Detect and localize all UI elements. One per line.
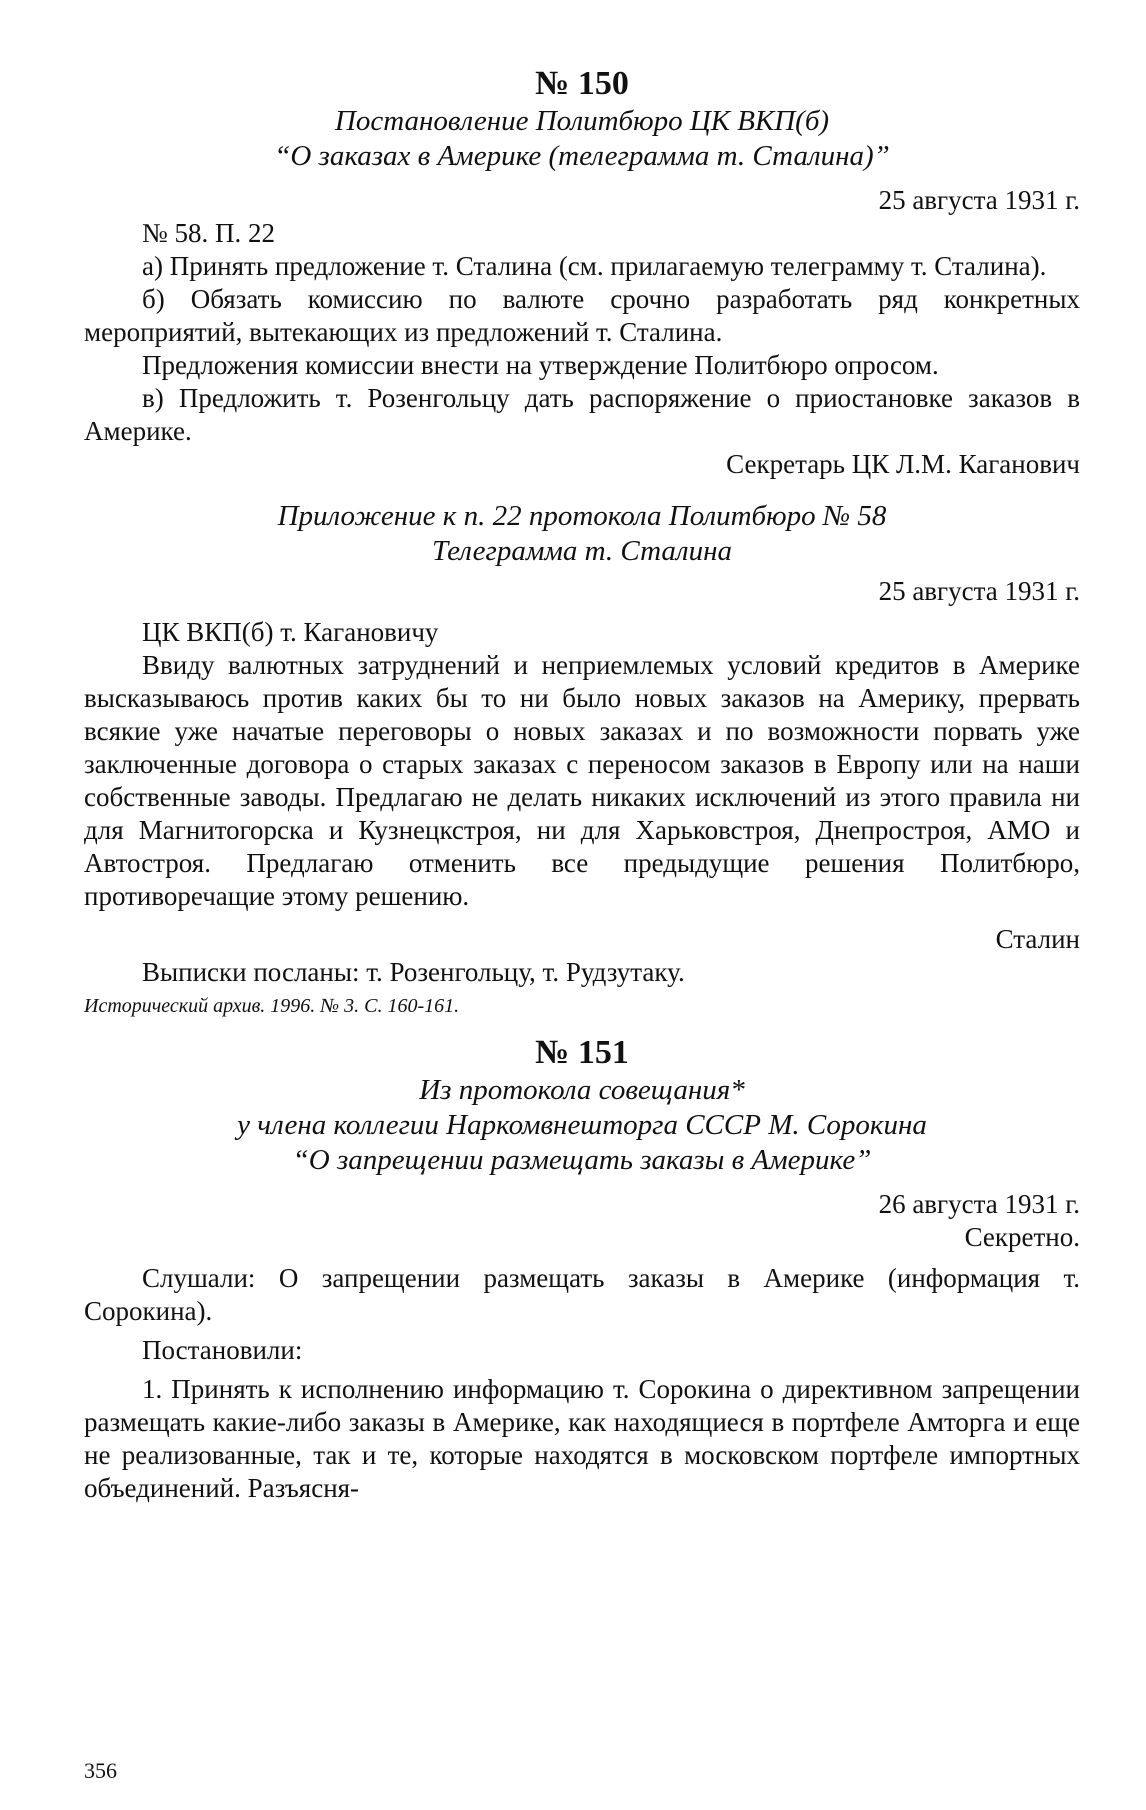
doc-151-title-line-3: “О запрещении размещать заказы в Америке”	[292, 1144, 872, 1176]
doc-150-title-line-2: “О заказах в Америке (телеграмма т. Сталина)”	[274, 140, 890, 172]
doc-151-secret-stamp: Секретно.	[964, 1222, 1080, 1252]
appendix-date: 25 августа 1931 г.	[878, 576, 1080, 606]
document-page	[84, 64, 1080, 1505]
source-citation: Исторический архив. 1996. № 3. С. 160-161.	[84, 995, 460, 1017]
doc-151-title-line-1: Из протокола совещания*	[419, 1074, 745, 1106]
doc-151-heard: Слушали: О запрещении размещать заказы в Америке (информация т. Сорокина).	[84, 1263, 1080, 1326]
doc-150-item-c: в) Предложить т. Розенгольцу дать распоряжение о приостановке заказов в Америке.	[84, 383, 1080, 446]
extracts-sent: Выписки посланы: т. Розенгольцу, т. Рудзутаку.	[142, 957, 685, 987]
appendix-addressee: ЦК ВКП(б) т. Кагановичу	[142, 617, 439, 647]
doc-150-date: 25 августа 1931 г.	[878, 185, 1080, 215]
appendix-title-line-2: Телеграмма т. Сталина	[432, 535, 732, 567]
telegram-body: Ввиду валютных затруднений и неприемлемых условий кредитов в Америке высказываюсь против каких бы то ни было новых заказов на Америку, прервать всякие уже начатые переговоры о новых заказах и по возможности порвать уже заключенные договора о старых заказах с переносом заказов в Европу или на наши собственные заводы. Предлагаю не делать никаких исключений из этого правила ни для Магнитогорска и Кузнецкстроя, ни для Харьковстроя, Днепростроя, АМО и Автостроя. Предлагаю отменить все предыдущие решения Политбюро, противоречащие этому решению.	[84, 650, 1080, 911]
doc-150-reference: № 58. П. 22	[142, 218, 276, 248]
doc-150-number: № 150	[535, 65, 629, 102]
doc-151-title-line-2: у члена коллегии Наркомвнешторга СССР М. Сорокина	[237, 1109, 927, 1141]
doc-151-date: 26 августа 1931 г.	[878, 1189, 1080, 1219]
doc-151-number: № 151	[535, 1034, 629, 1071]
page-number: 356	[84, 1758, 117, 1783]
doc-150-signature: Секретарь ЦК Л.М. Каганович	[726, 449, 1080, 479]
appendix-title-line-1: Приложение к п. 22 протокола Политбюро № 58	[277, 500, 887, 532]
telegram-signature: Сталин	[995, 924, 1080, 954]
doc-150-title-line-1: Постановление Политбюро ЦК ВКП(б)	[334, 105, 830, 137]
doc-150-proposals: Предложения комиссии внести на утверждение Политбюро опросом.	[142, 350, 939, 380]
doc-151-item-1: 1. Принять к исполнению информацию т. Сорокина о директивном запрещении размещать какие-либо заказы в Америке, как находящиеся в портфеле Амторга и еще не реализованные, так и те, которые находятся в московском портфеле импортных объединений. Разъясня-	[84, 1374, 1080, 1503]
doc-151-resolved: Постановили:	[142, 1335, 303, 1365]
doc-150-item-a: а) Принять предложение т. Сталина (см. прилагаемую телеграмму т. Сталина).	[142, 251, 1047, 281]
doc-150-item-b: б) Обязать комиссию по валюте срочно разработать ряд конкретных мероприятий, вытекающих из предложений т. Сталина.	[84, 284, 1080, 347]
